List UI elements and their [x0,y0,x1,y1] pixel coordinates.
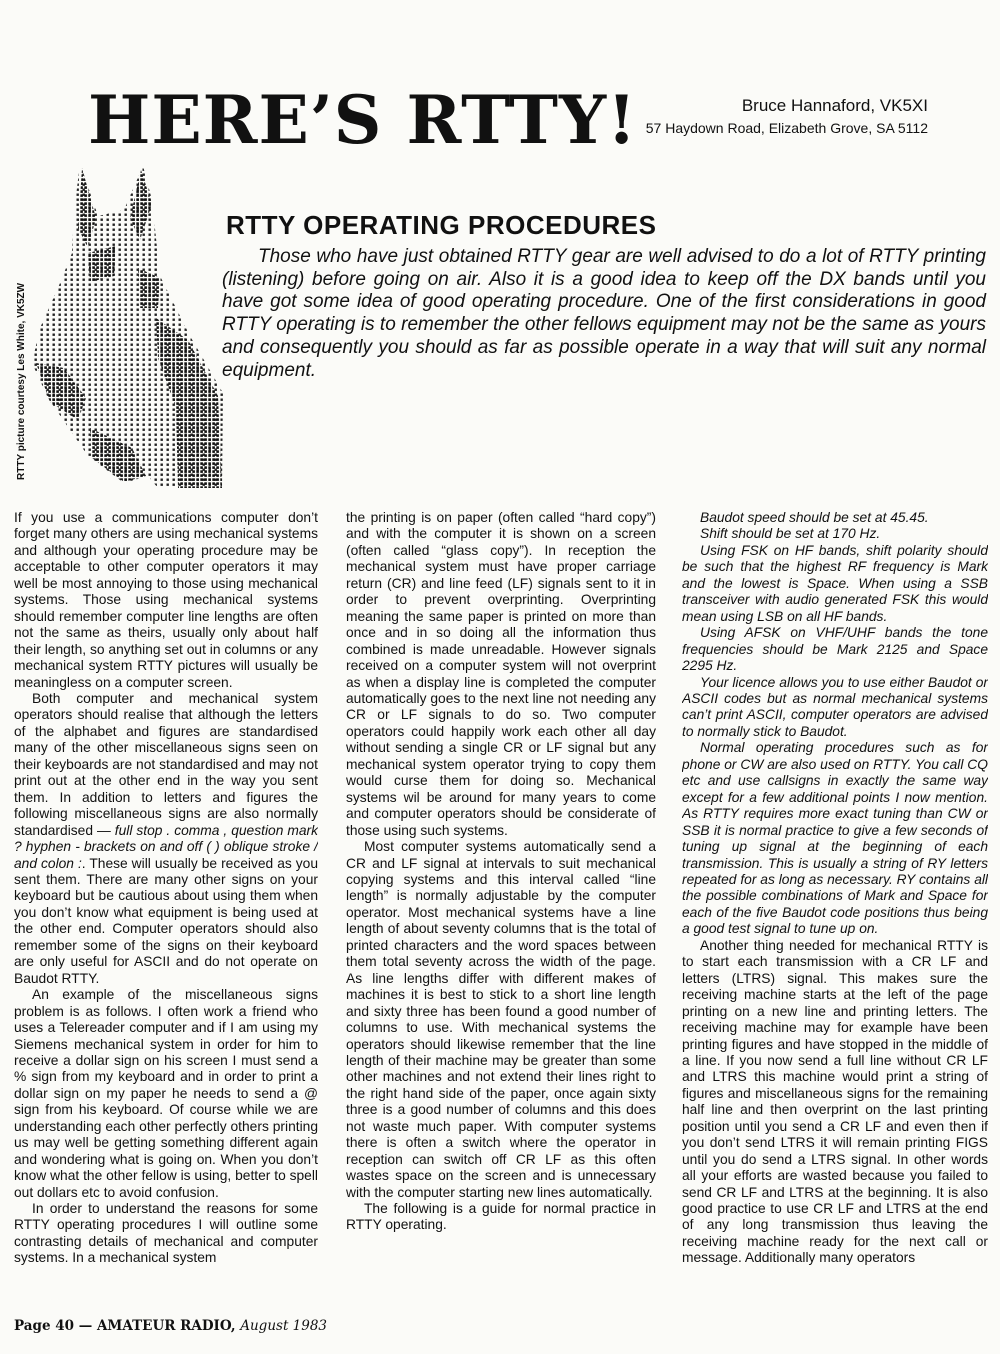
paragraph: The following is a guide for normal practice in RTTY operating. [346,1201,656,1233]
text-run: . These will usually be received as you sent them. There are many other signs on your keyboard but be cautious about using them when you don’t know what equipment is being used at the other end. Computer operators should also remember some of the signs on their keyboard are only useful for ASCII and do not operate on Baudot RTTY. [14,855,318,986]
author-name: Bruce Hannaford, VK5XI [741,96,928,115]
paragraph: Another thing needed for mechanical RTTY is to start each transmission with a CR LF and letters (LTRS) signal. This makes sure the receiving machine starts at the left of the page printing on a new line and printing letters. The receiving machine may for example have been printing figures and have stopped in the middle of a line. If you now send a full line without CR LF and LTRS this machine would print a string of figures and miscellaneous signs for the remaining half line and then overprint on the last printing position until you send a CR LF and even then if you don’t send LTRS it will remain printing FIGS until you do send a LTRS signal. In other words all your efforts are wasted because you failed to send CR LF and LTRS at the beginning. It is also good practice to use CR LF and LTRS at the end of any long transmission thus leaving the receiving machine ready for the next call or message. Additionally many operators [682,937,988,1266]
paragraph: Shift should be set at 170 Hz. [700,526,881,542]
horse-head-rtty-picture [28,158,223,488]
author-address: 57 Haydown Road, Elizabeth Grove, SA 5112 [645,120,928,136]
author-block [646,95,928,139]
paragraph: An example of the miscellaneous signs problem is as follows. I often work a friend who uses a Telereader computer and if I am using my Siemens mechanical system in order for him to receive a dollar sign on his screen I must send a % sign from my keyboard and in order to print a dollar sign on my paper he needs to send a @ sign from his keyboard. Of course while we are understanding each other perfectly others printing us may well be getting something different again and wondering what is going on. When you don’t know what the other fellow is using, better to spell out dollars etc to avoid confusion. [14,987,318,1200]
paragraph [14,691,318,987]
paragraph: Using AFSK on VHF/UHF bands the tone frequencies should be Mark 2125 and Space 2295 Hz. [682,625,988,674]
paragraph: Most computer systems automatically send a CR and LF signal at intervals to suit mechanical copying systems and this interval called “line length” is normally adjustable by the computer operator. Most mechanical systems have a line length of about seventy columns that is the total of printed characters and the word spaces between them total seventy across the width of the page. As line lengths differ with different makes of machines it is best to stick to a short line length and sixty three has been found a good number of columns to use. With mechanical systems the operators should likewise remember that the line length of their machine may be greater than some other machines and not extend their lines right to the right hand side of the paper, once again sixty three is a good number of columns and this does not waste much paper. With computer systems there is often a switch where the operator in reception can switch off CR LF as this often wastes space on the screen and is unnecessary with the computer starting new lines automatically. [346,839,656,1200]
paragraph: Using FSK on HF bands, shift polarity should be such that the highest RF frequency is Mark and the lowest is Space. When using a SSB transceiver with audio generated FSK this would mean using LSB on all HF bands. [682,542,988,624]
paragraph: If you use a communications computer don’t forget many others are using mechanical systems and although your operating procedure may be acceptable to other computer operators it may well be most annoying to those using mechanical systems. Those using mechanical systems should remember computer line lengths are often not the same as theirs, usually only about half their length, so anything set out in columns or any mechanical system RTTY pictures will usually be meaningless on a computer screen. [14,510,318,690]
text-run: Both computer and mechanical system operators should realise that although the letters of the alphabet and figures are standardised many of the other miscellaneous signs seen on their keyboards are not standardised and may not print out at the other end in the way you sent them. In addition to letters and figures the following miscellaneous signs are also normally standardised — [14,690,318,838]
column-3 [682,510,988,1315]
footer-date: August 1983 [240,1318,328,1334]
column-2 [346,510,656,1315]
page-footer [14,1318,327,1334]
paragraph: Baudot speed should be set at 45.45. [700,510,929,525]
paragraph: In order to understand the reasons for some RTTY operating procedures I will outline some contrasting details of mechanical and computer systems. In a mechanical system [14,1201,318,1266]
intro-paragraph: Those who have just obtained RTTY gear are well advised to do a lot of RTTY printing (listening) before going on air. Also it is a good idea to keep off the DX bands until you have got some idea of good operating procedure. One of the first considerations in good RTTY operating is to remember the other fellows equipment may not be the same as yours and consequently you should as far as possible operate in a way that will suit any normal equipment. [222,246,986,381]
footer-page: Page 40 — AMATEUR RADIO, [14,1318,236,1334]
section-heading: RTTY OPERATING PROCEDURES [226,210,657,240]
column-1 [14,510,318,1315]
image-credit: RTTY picture courtesy Les White, VK5ZW [16,282,27,480]
paragraph: Normal operating procedures such as for phone or CW are also used on RTTY. You call CQ etc and use callsigns in exactly the same way except for a few additional points I now mention. As RTTY requires more exact tuning than CW or SSB it is normal practice to give a few seconds of tuning up signal at the beginning of each transmission. This is usually a string of RY letters repeated for as long as necessary. RY contains all the possible combinations of Mark and Space for each of the five Baudot code positions thus being a good test signal to tune up on. [682,740,988,937]
paragraph: Your licence allows you to use either Baudot or ASCII codes but as normal mechanical systems can’t print ASCII, computer operators are advised to normally stick to Baudot. [682,674,988,739]
standard-signs-list: full stop . comma , question mark ? hyphen - brackets on and off ( ) oblique stroke / and colon : [14,822,318,871]
page-title: HERE’S RTTY! [88,81,638,159]
paragraph: the printing is on paper (often called “hard copy”) and with the computer it is shown on a screen (often called “glass copy”). In reception the mechanical system must have proper carriage return (CR) and line feed (LF) signals sent to it in order to prevent overprinting. Overprinting meaning the same paper is printed on more than once and in so doing all the information thus combined is made unreadable. However signals received on a computer system will not overprint as when a display line is completed the computer automatically goes to the next line not needing any CR or LF signals to do so. Two computer operators could happily work each other all day without sending a single CR or LF signal but any mechanical system operator trying to copy them would curse them for doing so. Mechanical systems wil be around for many years to come and computer operators should be considerate of those using such systems. [346,510,656,838]
